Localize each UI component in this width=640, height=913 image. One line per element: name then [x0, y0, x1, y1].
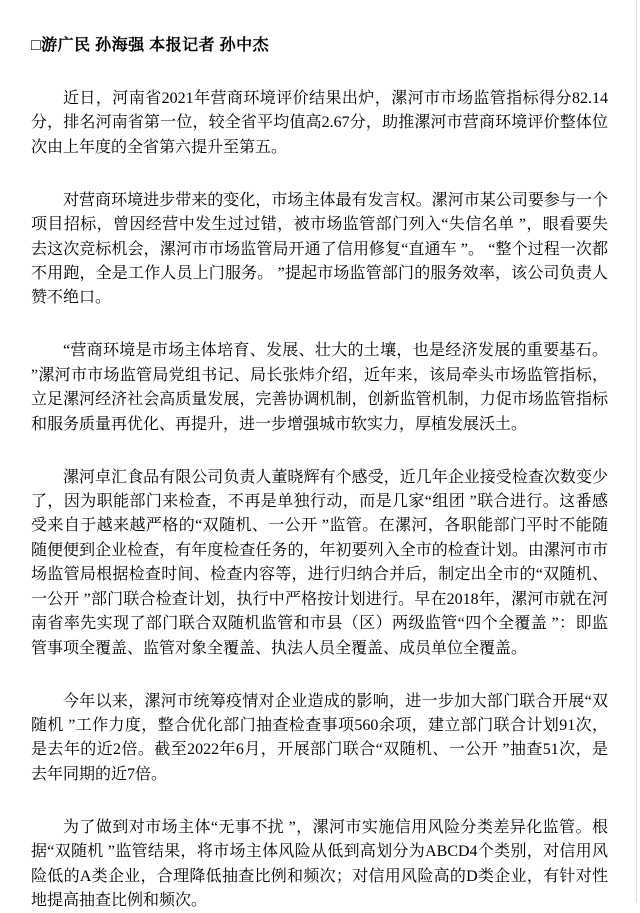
article-byline: □游广民 孙海强 本报记者 孙中杰 — [31, 37, 270, 54]
paragraph-2: 对营商环境进步带来的变化，市场主体最有发言权。漯河市某公司要参与一个项目招标，曾因经营中发生过过错，被市场监管部门列入“失信名单 ”，眼看要失去这次竞标机会，漯河市市场监管局开通了信用修复“直通车 ”。 “整个过程一次都不用跑，全是工作人员上门服务。 ”提起市场监管部门的服务效率，该公司负责人赞不绝口。 — [31, 191, 608, 307]
page-right-edge-line — [636, 0, 637, 902]
paragraph-6: 为了做到对市场主体“无事不扰 ”，漯河市实施信用风险分类差异化监管。根据“双随机 ”监管结果，将市场主体风险从低到高划分为ABCD4个类别，对信用风险低的A类企业，合理降低抽查比例和频次；对信用风险高的D类企业，有针对性地提高抽查比例和频次。 — [31, 818, 608, 909]
paragraph-3: “营商环境是市场主体培育、发展、壮大的土壤，也是经济发展的重要基石。 ”漯河市市场监管局党组书记、局长张炜介绍，近年来，该局牵头市场监管指标，立足漯河经济社会高质量发展，完善协调机制，创新监管机制，力促市场监管指标和服务质量再优化、再提升，进一步增强城市软实力，厚植发展沃土。 — [31, 342, 612, 433]
paragraph-1: 近日，河南省2021年营商环境评价结果出炉，漯河市市场监管指标得分82.14分，排名河南省第一位，较全省平均值高2.67分，助推漯河市营商环境评价整体位次由上年度的全省第六提升至第五。 — [31, 90, 608, 156]
paragraph-4: 漯河卓汇食品有限公司负责人董晓辉有个感受，近几年企业接受检查次数变少了，因为职能部门来检查，不再是单独行动，而是几家“组团 ”联合进行。这番感受来自于越来越严格的“双随机、一公开 ”监管。在漯河，各职能部门平时不能随随便便到企业检查，有年度检查任务的，年初要列入全市的检查计划。由漯河市市场监管局根据检查时间、检查内容等，进行归纳合并后，制定出全市的“双随机、一公开 ”部门联合检查计划，执行中严格按计划进行。早在2018年，漯河市就在河南省率先实现了部门联合双随机监管和市县（区）两级监管“四个全覆盖 ”：即监管事项全覆盖、监管对象全覆盖、执法人员全覆盖、成员单位全覆盖。 — [31, 468, 608, 657]
paragraph-5: 今年以来，漯河市统筹疫情对企业造成的影响，进一步加大部门联合开展“双随机 ”工作力度，整合优化部门抽查检查事项560余项，建立部门联合计划91次，是去年的近2倍。截至2022年6月，开展部门联合“双随机、一公开 ”抽查51次，是去年同期的近7倍。 — [31, 692, 608, 783]
